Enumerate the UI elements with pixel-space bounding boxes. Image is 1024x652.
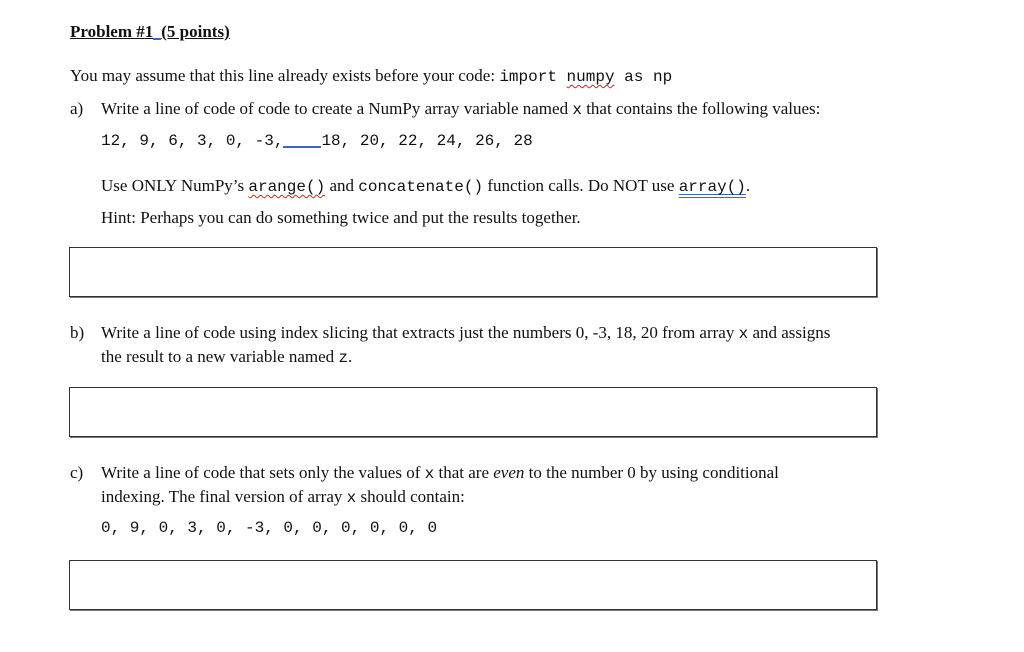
values-first: 12, 9, 6, 3, 0, -3, [101, 132, 284, 150]
part-b-marker: b) [70, 323, 85, 342]
part-a-hint: Hint: Perhaps you can do something twice and put the results together. [101, 208, 581, 227]
answer-input-a[interactable] [70, 248, 876, 296]
intro-line [70, 66, 672, 86]
prompt-text: should contain: [356, 487, 465, 506]
var-x: x [572, 101, 582, 119]
values-second: 18, 20, 22, 24, 26, 28 [321, 132, 533, 150]
title-number: 1 [144, 22, 154, 41]
var-x: x [424, 465, 435, 483]
fn-concatenate: concatenate() [358, 178, 484, 196]
part-c-marker: c) [70, 463, 84, 482]
constraint-text: . [745, 176, 751, 195]
code-module: numpy [566, 68, 615, 86]
answer-box-b[interactable] [69, 387, 877, 437]
part-c-values: 0, 9, 0, 3, 0, -3, 0, 0, 0, 0, 0, 0 [101, 519, 438, 537]
blank-gap [283, 132, 321, 148]
part-a-prompt [101, 99, 820, 119]
part-c-prompt-line1 [101, 463, 779, 483]
prompt-text: Write a line of code using index slicing that extracts just the numbers 0, -3, 18, 20 from array [101, 323, 739, 342]
prompt-text: . [348, 347, 353, 366]
var-x: x [738, 325, 749, 343]
part-a-constraints [101, 176, 750, 196]
part-a-values [101, 132, 533, 150]
fn-arange: arange() [248, 178, 326, 196]
answer-input-c[interactable] [70, 561, 876, 609]
answer-box-a[interactable] [69, 247, 877, 297]
var-z: z [338, 349, 349, 367]
answer-input-b[interactable] [70, 388, 876, 436]
prompt-text: indexing. The final version of array [101, 487, 347, 506]
constraint-text: and [325, 176, 359, 195]
prompt-text: that contains the following values: [581, 99, 821, 118]
prompt-text: to the number 0 by using conditional [524, 463, 779, 482]
constraint-text: Use ONLY NumPy’s [101, 176, 249, 195]
prompt-text: the result to a new variable named [101, 347, 339, 366]
prompt-text: Write a line of code of code to create a NumPy array variable named [101, 99, 573, 118]
code-alias: as np [614, 68, 673, 86]
part-b-prompt-line1 [101, 323, 830, 343]
part-c-prompt-line2 [101, 487, 465, 507]
emphasis-even: even [493, 463, 525, 482]
answer-box-c[interactable] [69, 560, 877, 610]
part-a-marker: a) [70, 99, 84, 118]
code-import: import [499, 68, 567, 86]
prompt-text: Write a line of code that sets only the values of [101, 463, 425, 482]
intro-text: You may assume that this line already exists before your code: [70, 66, 500, 85]
title-points: (5 points) [161, 22, 230, 41]
constraint-text: function calls. Do NOT use [483, 176, 679, 195]
prompt-text: that are [434, 463, 494, 482]
prompt-text: and assigns [748, 323, 831, 342]
fn-array: array() [678, 178, 746, 196]
var-x: x [346, 489, 357, 507]
title-prefix: Problem # [70, 22, 145, 41]
part-b-prompt-line2 [101, 347, 352, 367]
problem-title [70, 22, 230, 42]
